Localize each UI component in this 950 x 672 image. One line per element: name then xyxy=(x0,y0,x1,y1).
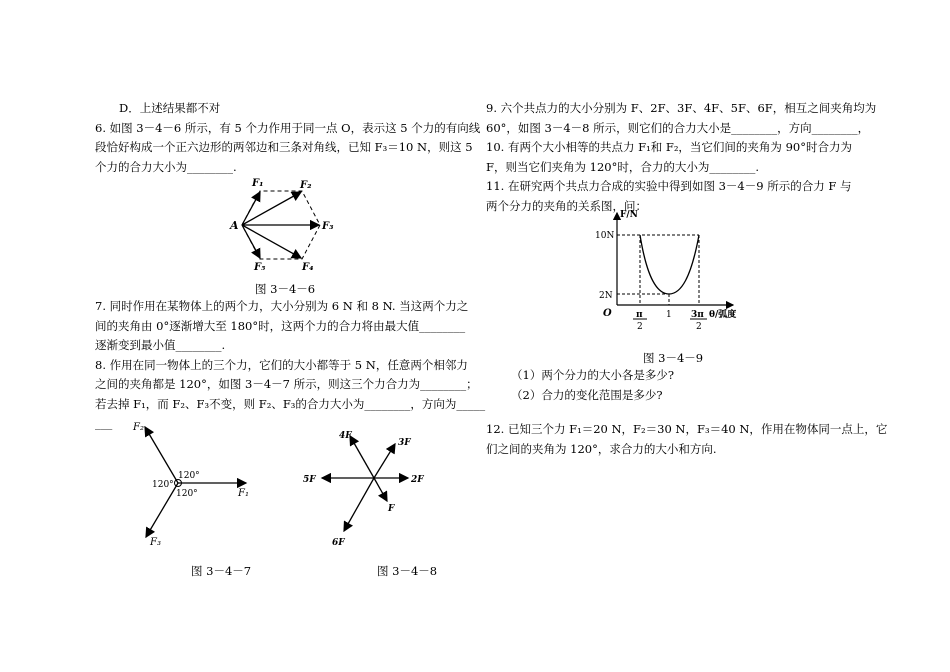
q12-line1: 12. 已知三个力 F₁＝20 N，F₂＝30 N，F₃＝40 N，作用在物体同一点上，它 xyxy=(486,422,888,436)
label-f3: F₃ xyxy=(322,221,334,232)
q11-sub1: （1）两个分力的大小各是多少? xyxy=(511,368,674,382)
q12-line2: 们之间的夹角为 120°，求合力的大小和方向. xyxy=(486,441,717,456)
label-f1: F₁ xyxy=(238,488,249,499)
caption-fig6: 图 3－4－6 xyxy=(255,282,316,296)
q8-line1: 8. 作用在同一物体上的三个力，它们的大小都等于 5 N，任意两个相邻力 xyxy=(95,357,468,372)
figure-3-4-8 xyxy=(300,425,435,555)
figure-3-4-7 xyxy=(128,420,258,550)
x-tick-pi-over-2-den: 2 xyxy=(637,322,643,332)
label-f3: F₃ xyxy=(150,537,161,548)
q9-line2: 60°，如图 3－4－8 所示，则它们的合力大小是________，方向________， xyxy=(486,120,870,135)
q6-line3: 个力的合力大小为________. xyxy=(95,159,237,174)
angle-label-left: 120° xyxy=(152,480,174,490)
x-tick-pi-over-2-num: π xyxy=(636,310,643,320)
label-f2: F₂ xyxy=(133,422,144,433)
q7-line3: 逐渐变到最小值________. xyxy=(95,338,226,352)
label-2f: 2F xyxy=(411,475,424,485)
label-f1: F₁ xyxy=(252,178,264,189)
label-f2: F₂ xyxy=(300,180,312,191)
label-f: F xyxy=(388,504,395,514)
q8-line2: 之间的夹角都是 120°，如图 3－4－7 所示，则这三个力合力为________； xyxy=(95,377,478,391)
y-tick-10n: 10N xyxy=(595,231,615,241)
x-tick-3pi-over-2-den: 2 xyxy=(696,322,702,332)
origin-label: O xyxy=(603,308,612,319)
x-tick-1: 1 xyxy=(666,310,672,320)
label-f4: F₄ xyxy=(302,262,314,271)
q8-line3: 若去掉 F₁，而 F₂、F₃不变，则 F₂、F₃的合力大小为________，方向为_____ xyxy=(95,396,486,411)
caption-fig8: 图 3－4－8 xyxy=(377,564,438,578)
label-f5: F₅ xyxy=(254,262,266,271)
q8-line4: ___ xyxy=(95,416,113,430)
right-column-lower xyxy=(486,366,888,459)
label-a: A xyxy=(230,219,239,232)
x-axis-label: θ/弧度 xyxy=(709,310,737,320)
angle-label-bottom: 120° xyxy=(176,489,198,499)
q10-line1: 10. 有两个大小相等的共点力 F₁和 F₂，当它们间的夹角为 90°时合力为 xyxy=(486,140,852,154)
q11-line1: 11. 在研究两个共点力合成的实验中得到如图 3－4－9 所示的合力 F 与 xyxy=(486,179,852,193)
q11-line2: 两个分力的夹角的关系图，问： xyxy=(486,198,647,213)
label-4f: 4F xyxy=(339,431,352,441)
angle-label-top: 120° xyxy=(178,471,200,481)
q9-line1: 9. 六个共点力的大小分别为 F、2F、3F、4F、5F、6F，相互之间夹角均为 xyxy=(486,101,877,115)
figure-3-4-9 xyxy=(595,208,745,338)
q6-line1: 6. 如图 3－4－6 所示，有 5 个力作用于同一点 O，表示这 5 个力的有向线 xyxy=(95,120,481,135)
y-tick-2n: 2N xyxy=(599,291,613,301)
q6-line2: 段恰好构成一个正六边形的两邻边和三条对角线，已知 F₃＝10 N，则这 5 xyxy=(95,140,473,154)
y-axis-label: F/N xyxy=(620,210,638,220)
q10-line2: F，则当它们夹角为 120°时，合力的大小为________. xyxy=(486,159,759,174)
option-d: D．上述结果都不对 xyxy=(119,101,221,115)
right-column xyxy=(486,99,877,216)
figure-3-4-6 xyxy=(228,176,343,271)
q7-line2: 间的夹角由 0°逐渐增大至 180°时，这两个力的合力将由最大值________ xyxy=(95,318,466,333)
q7-line1: 7. 同时作用在某物体上的两个力，大小分别为 6 N 和 8 N. 当这两个力之 xyxy=(95,299,469,313)
left-column-lower xyxy=(95,297,486,434)
label-6f: 6F xyxy=(332,538,345,548)
label-3f: 3F xyxy=(398,438,411,448)
x-tick-3pi-over-2-num: 3π xyxy=(691,310,704,320)
caption-fig9: 图 3－4－9 xyxy=(643,351,704,365)
label-5f: 5F xyxy=(303,475,316,485)
q11-sub2: （2）合力的变化范围是多少? xyxy=(511,387,663,402)
caption-fig7: 图 3－4－7 xyxy=(191,564,252,578)
left-column xyxy=(95,99,481,177)
